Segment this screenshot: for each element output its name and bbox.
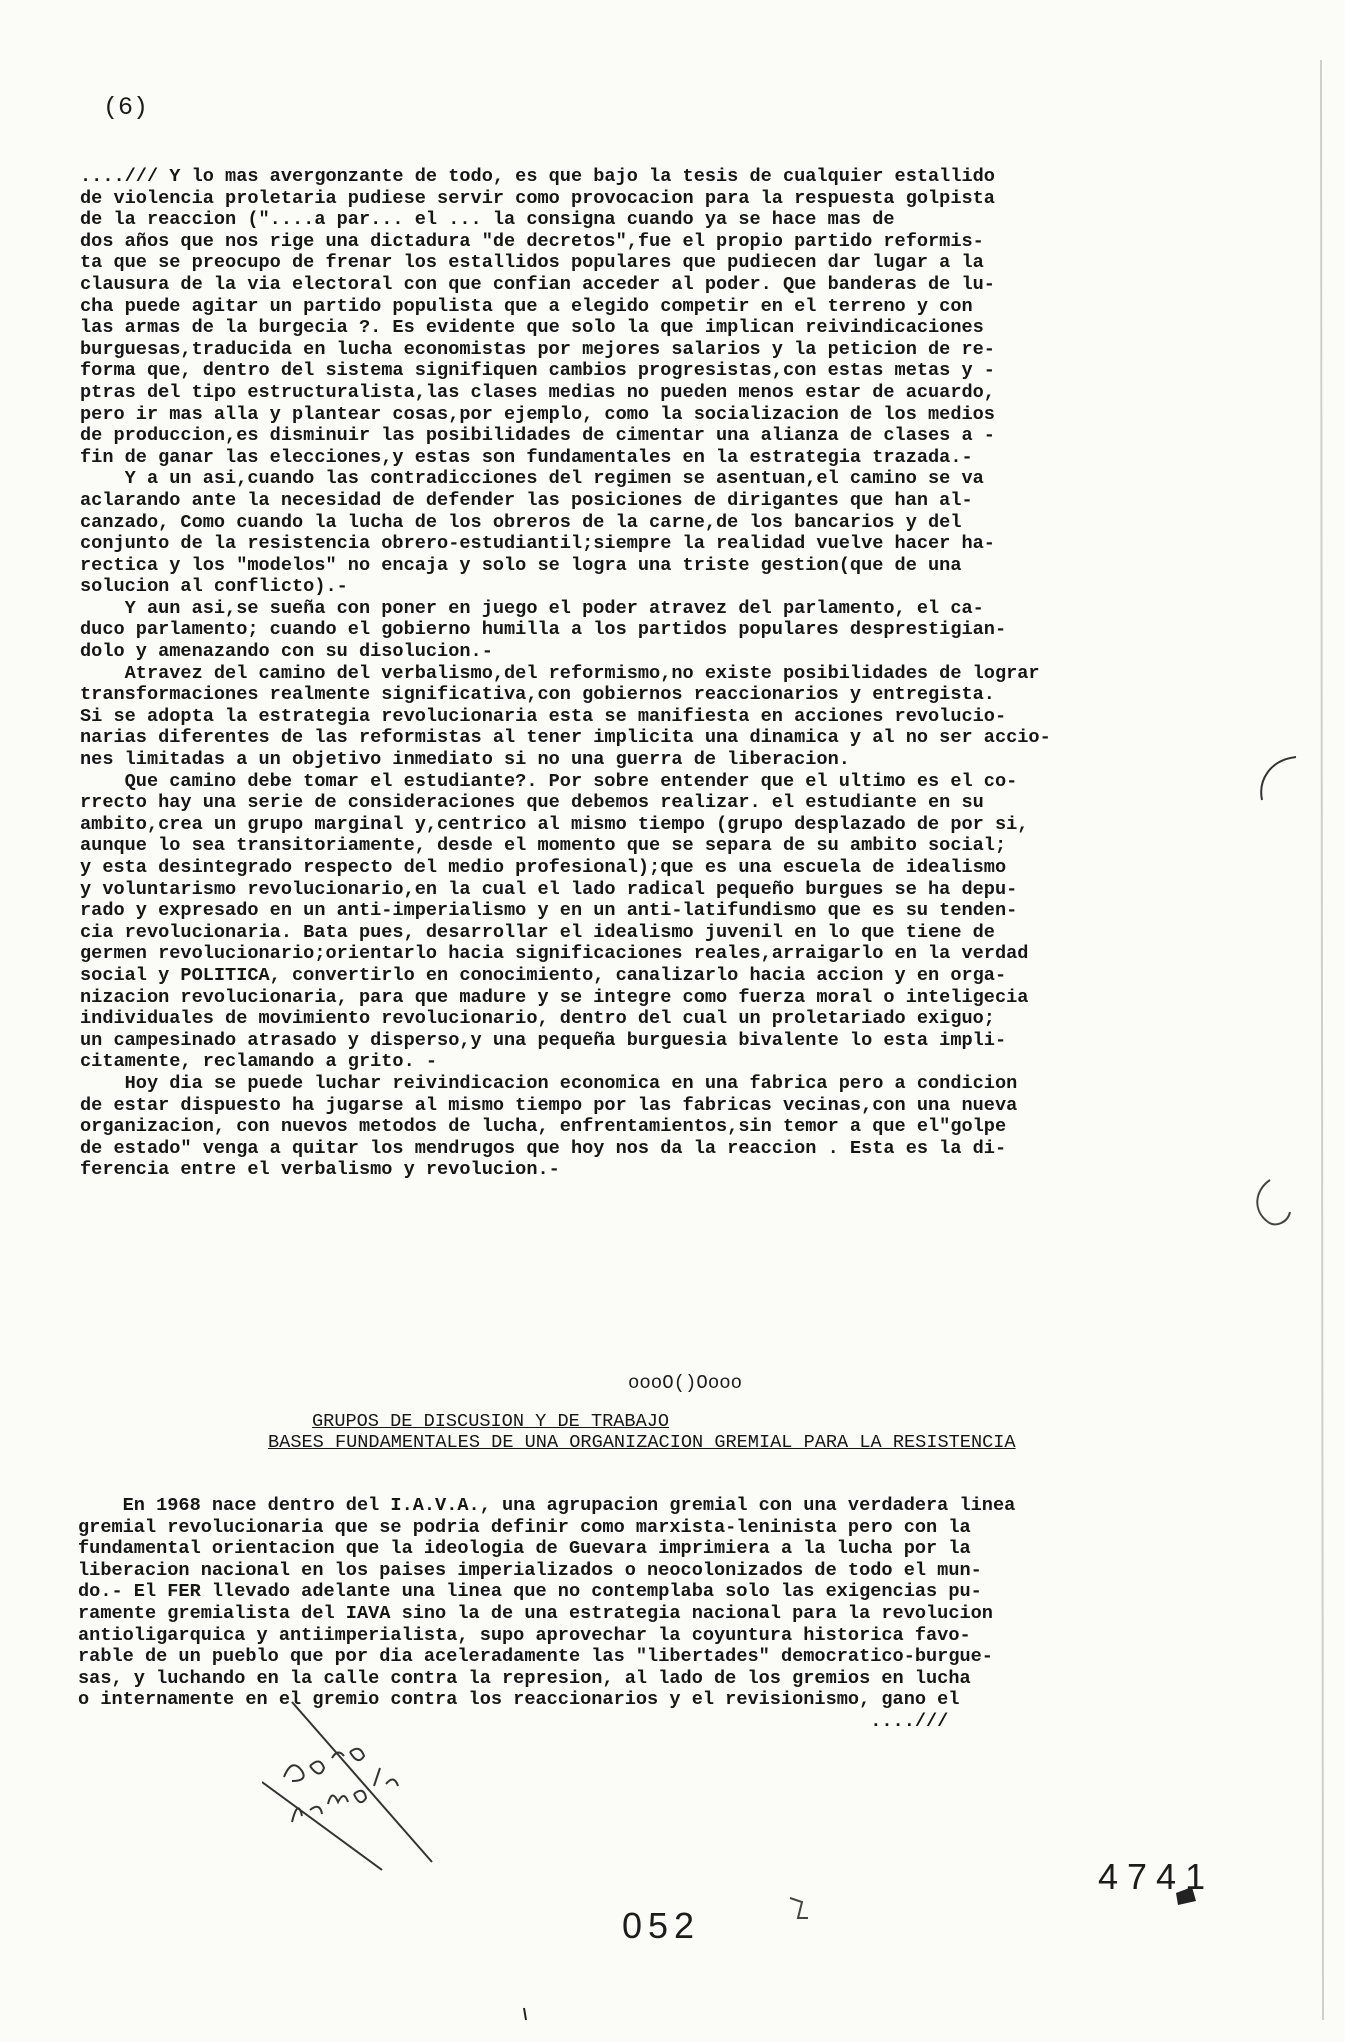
text-line: de produccion,es disminuir las posibilidades de cimentar una alianza de clases a - [80, 425, 995, 447]
body-section-1 [80, 166, 1120, 1181]
text-line: y voluntarismo revolucionario,en la cual el lado radical pequeño burgues se ha depu- [80, 878, 1018, 900]
text-line: fundamental orientacion que la ideologia de Guevara imprimiera a la lucha por la [78, 1538, 971, 1560]
text-line: ferencia entre el verbalismo y revolucion.- [80, 1159, 560, 1181]
stamp-handwriting-line-2 [292, 1768, 398, 1822]
text-line: Que camino debe tomar el estudiante?. Por sobre entender que el ultimo es el co- [80, 770, 1018, 792]
handwritten-stamp [262, 1682, 462, 1872]
text-line: organizacion, con nuevos metodos de lucha, enfrentamientos,sin temor a que el"golpe [80, 1116, 1007, 1138]
footer-left-number: 052 [622, 1905, 701, 1946]
text-line: transformaciones realmente significativa,con gobiernos reaccionarios y entregista. [80, 684, 995, 706]
text-line: rectica y los "modelos" no encaja y solo se logra una triste gestion(que de una [80, 554, 962, 576]
right-edge-line [1321, 60, 1323, 2020]
text-line: ambito,crea un grupo marginal y,centrico al mismo tiempo (grupo desplazado de por si, [80, 813, 1029, 835]
text-line: rable de un pueblo que por dia aceleradamente las "libertades" democratico-burgue- [78, 1646, 993, 1668]
text-line: aunque lo sea transitoriamente, desde el momento que se separa de su ambito social; [80, 835, 1007, 857]
text-line: de estado" venga a quitar los mendrugos que hoy nos da la reaccion . Esta es la di- [80, 1137, 1007, 1159]
text-line: ..../// [78, 1710, 960, 1732]
heading-subtitle: BASES FUNDAMENTALES DE UNA ORGANIZACION GREMIAL PARA LA RESISTENCIA [268, 1432, 1016, 1453]
section-separator: oooO()Oooo [628, 1372, 743, 1394]
text-line: liberacion nacional en los paises imperializados o neocolonizados de todo el mun- [78, 1559, 982, 1581]
text-line: ..../// Y lo mas avergonzante de todo, es que bajo la tesis de cualquier estallido [80, 166, 995, 187]
text-line: En 1968 nace dentro del I.A.V.A., una agrupacion gremial con una verdadera linea [78, 1495, 1016, 1516]
text-line: citamente, reclamando a grito. - [80, 1051, 438, 1073]
text-line: ramente gremialista del IAVA sino la de una estrategia nacional para la revolucion [78, 1602, 993, 1624]
text-line: y esta desintegrado respecto del medio profesional);que es una escuela de idealismo [80, 857, 1007, 878]
text-line: de estar dispuesto ha jugarse al mismo tiempo por las fabricas vecinas,con una nueva [80, 1094, 1018, 1116]
text-line: germen revolucionario;orientarlo hacia significaciones reales,arraigarlo en la verdad [80, 943, 1029, 965]
text-line: aclarando ante la necesidad de defender las posiciones de dirigantes que han al- [80, 489, 973, 511]
text-line: rrecto hay una serie de consideraciones que debemos realizar. el estudiante en su [80, 792, 984, 814]
text-line: individuales de movimiento revolucionario, dentro del cual un proletariado exiguo; [80, 1008, 995, 1030]
text-line: Si se adopta la estrategia revolucionaria esta se manifiesta en acciones revolucio- [80, 705, 1007, 727]
heading-title: GRUPOS DE DISCUSION Y DE TRABAJO [312, 1411, 670, 1432]
text-line: Hoy dia se puede luchar reivindicacion economica en una fabrica pero a condicion [80, 1072, 1018, 1094]
text-line: do.- El FER llevado adelante una linea que no contemplaba solo las exigencias pu- [78, 1581, 982, 1603]
text-line: Y aun asi,se sueña con poner en juego el poder atravez del parlamento, el ca- [80, 597, 984, 619]
page-number: (6) [103, 93, 149, 122]
text-line: conjunto de la resistencia obrero-estudiantil;siempre la realidad vuelve hacer ha- [80, 533, 995, 555]
text-line: cia revolucionaria. Bata pues, desarrollar el idealismo juvenil en lo que tiene de [80, 921, 995, 943]
text-line: dos años que nos rige una dictadura "de decretos",fue el propio partido reformis- [80, 230, 984, 252]
text-line: gremial revolucionaria que se podria definir como marxista-leninista pero con la [78, 1516, 971, 1538]
stamp-handwriting-line-1 [284, 1749, 364, 1781]
text-line: un campesinado atrasado y disperso,y una pequeña burguesia bivalente lo esta impli- [80, 1029, 1007, 1051]
text-line: forma que, dentro del sistema signifiquen cambios progresistas,con estas metas y - [80, 360, 995, 382]
text-line: nizacion revolucionaria, para que madure y se integre como fuerza moral o inteligecia [80, 986, 1029, 1008]
text-line: burguesas,traducida en lucha economistas por mejores salarios y la peticion de re- [80, 338, 995, 360]
text-line: o internamente en el gremio contra los reaccionarios y el revisionismo, gano el [78, 1689, 960, 1711]
margin-bracket-mark [1261, 757, 1296, 800]
text-line: rado y expresado en un anti-imperialismo y en un anti-latifundismo que es su tenden- [80, 900, 1018, 922]
text-line: Y a un asi,cuando las contradicciones del regimen se asentuan,el camino se va [80, 468, 984, 490]
margin-scribble-mark [1257, 1180, 1290, 1224]
text-line: pero ir mas alla y plantear cosas,por ejemplo, como la socializacion de los medios [80, 403, 995, 425]
text-line: las armas de la burgecia ?. Es evidente que solo la que implican reivindicaciones [80, 317, 984, 339]
text-line: cha puede agitar un partido populista que a elegido competir en el terreno y con [80, 295, 973, 317]
ink-scribble-mark [790, 1898, 808, 1918]
text-line: solucion al conflicto).- [80, 576, 348, 598]
body-section-2 [78, 1495, 1138, 1733]
text-line: sas, y luchando en la calle contra la represion, al lado de los gremios en lucha [78, 1667, 971, 1689]
stamp-diagonal-line [292, 1702, 432, 1862]
text-line: ptras del tipo estructuralista,las clases medias no pueden menos estar de acuardo, [80, 381, 995, 403]
text-line: fin de ganar las elecciones,y estas son fundamentales en la estrategia trazada.- [80, 446, 973, 468]
text-line: Atravez del camino del verbalismo,del reformismo,no existe posibilidades de lograr [80, 662, 1040, 684]
text-line: social y POLITICA, convertirlo en conocimiento, canalizarlo hacia accion y en orga- [80, 964, 1007, 986]
text-line: nes limitadas a un objetivo inmediato si no una guerra de liberacion. [80, 749, 850, 771]
text-line: duco parlamento; cuando el gobierno humilla a los partidos populares desprestigian- [80, 619, 1007, 641]
text-line: ta que se preocupo de frenar los estallidos populares que pudiecen dar lugar a la [80, 252, 984, 274]
text-line: dolo y amenazando con su disolucion.- [80, 641, 493, 663]
text-line: canzado, Como cuando la lucha de los obreros de la carne,de los bancarios y del [80, 511, 962, 533]
text-line: de violencia proletaria pudiese servir como provocacion para la respuesta golpista [80, 187, 995, 209]
text-line: de la reaccion ("....a par... el ... la consigna cuando ya se hace mas de [80, 209, 895, 231]
ink-tick-mark [524, 2008, 526, 2020]
footer-right-number: 4741 [1098, 1856, 1215, 1897]
text-line: narias diferentes de las reformistas al tener implicita una dinamica y al no ser accio- [80, 727, 1051, 749]
stamp-lower-line [262, 1782, 382, 1870]
text-line: antioligarquica y antiimperialista, supo aprovechar la coyuntura historica favo- [78, 1624, 971, 1646]
text-line: clausura de la via electoral con que confian acceder al poder. Que banderas de lu- [80, 273, 995, 295]
